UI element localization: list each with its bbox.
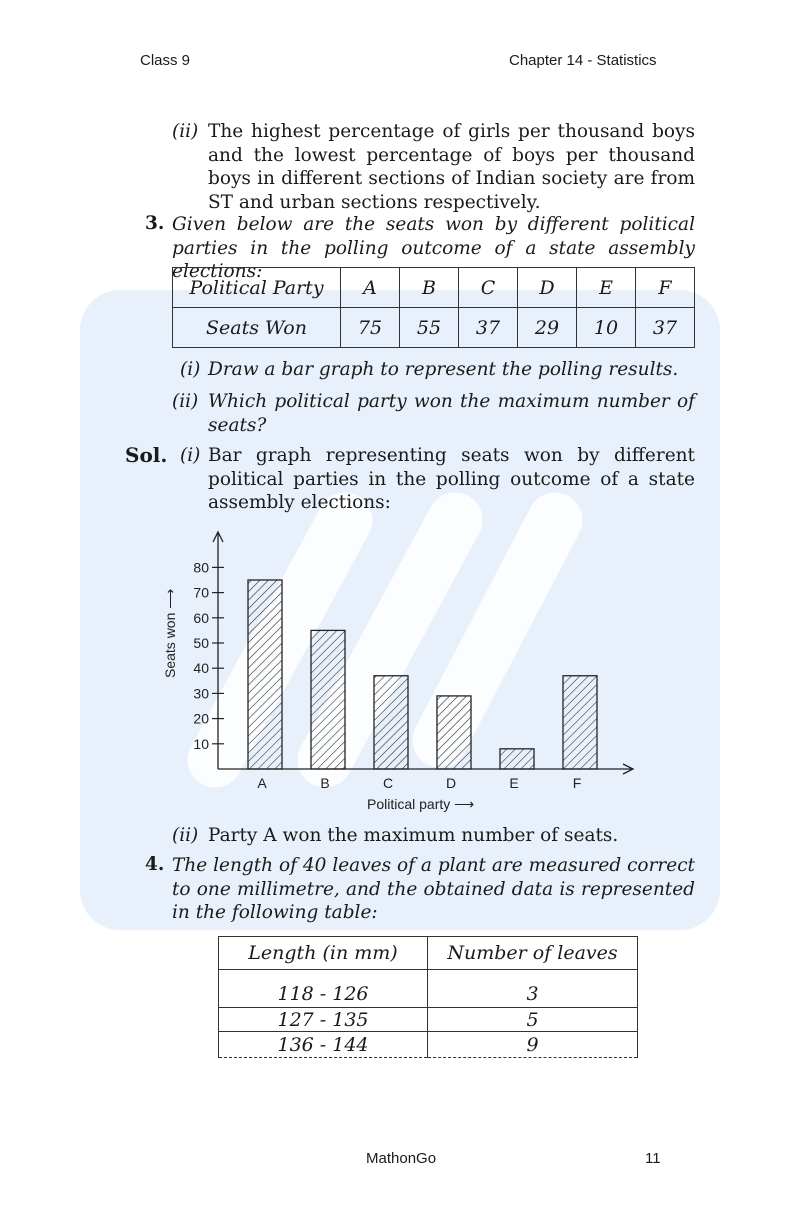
x-tick-label: E [509,775,519,791]
table-cell: 37 [636,308,695,348]
x-tick-label: B [320,775,330,791]
table-cell: C [459,268,518,308]
y-tick-label: 70 [193,584,209,601]
table-cell: 10 [577,308,636,348]
table-cell: 5 [428,1008,638,1032]
bar-b [311,630,345,769]
x-tick-label: F [572,775,582,791]
table-cell: 29 [518,308,577,348]
prev-item-number: (ii) [172,121,199,142]
bar-chart [150,520,650,820]
solution-part-i-text: Bar graph representing seats won by different political parties in the polling outcome of a state assembly elections: [208,445,695,513]
table-cell: 9 [428,1032,638,1058]
table-row [173,268,695,308]
y-axis-label: Seats won ⟶ [162,588,178,678]
question-3-part-ii-text: Which political party won the maximum number of seats? [208,391,695,436]
y-tick-label: 30 [193,685,209,702]
table-cell: 55 [400,308,459,348]
header-chapter: Chapter 14 - Statistics [509,52,657,69]
y-tick-label: 20 [193,710,209,727]
x-tick-label: D [445,775,457,791]
solution-part-ii-number: (ii) [172,825,199,846]
bar-a [248,580,282,769]
table-cell: A [341,268,400,308]
table-cell: 118 - 126 [219,970,428,1008]
y-tick-label: 60 [193,609,209,626]
seats-table [172,267,695,348]
leaves-table [218,936,638,1058]
table-cell: 75 [341,308,400,348]
table-cell: 136 - 144 [219,1032,428,1058]
question-3-part-ii-number: (ii) [172,391,199,412]
page-number: 11 [645,1150,661,1167]
bar-f [563,676,597,769]
y-tick-label: 80 [193,559,209,576]
question-4-number: 4. [145,854,165,875]
table-cell: 37 [459,308,518,348]
x-tick-label: A [257,775,267,791]
y-tick-label: 40 [193,660,209,677]
table-row [173,308,695,348]
table-header-cell: Length (in mm) [219,937,428,970]
header-class: Class 9 [140,52,191,69]
table-cell: F [636,268,695,308]
table-row [219,1008,638,1032]
table-cell: E [577,268,636,308]
table-cell: D [518,268,577,308]
question-4-text: The length of 40 leaves of a plant are measured correct to one millimetre, and the obtained data is represented in the following table: [172,855,695,923]
table-header-cell: Number of leaves [428,937,638,970]
table-header-row [219,937,638,970]
question-3-text: Given below are the seats won by different political parties in the polling outcome of a state assembly elections: [172,214,695,282]
table-cell: B [400,268,459,308]
table-row [219,970,638,1008]
table-cell: 3 [428,970,638,1008]
question-3-number: 3. [145,213,165,234]
solution-part-i-number: (i) [180,445,201,466]
table-row [219,1032,638,1058]
y-tick-label: 10 [193,735,209,752]
x-axis-label: Political party ⟶ [367,796,475,812]
question-3-part-i-text: Draw a bar graph to represent the polling results. [208,359,679,380]
y-tick-label: 50 [193,635,209,651]
footer-brand: MathonGo [366,1150,437,1167]
table-cell: 127 - 135 [219,1008,428,1032]
table-cell: Political Party [173,268,341,308]
x-tick-label: C [382,775,394,791]
bar-e [500,749,534,769]
prev-item-text: The highest percentage of girls per thousand boys and the lowest percentage of boys per thousand boys in different sections of Indian society are from ST and urban sections respectively. [208,121,695,213]
bar-c [374,676,408,769]
solution-part-ii-text: Party A won the maximum number of seats. [208,825,619,846]
solution-label: Sol. [125,443,168,467]
bar-d [437,696,471,769]
question-3-part-i-number: (i) [180,359,201,380]
table-cell: Seats Won [173,308,341,348]
